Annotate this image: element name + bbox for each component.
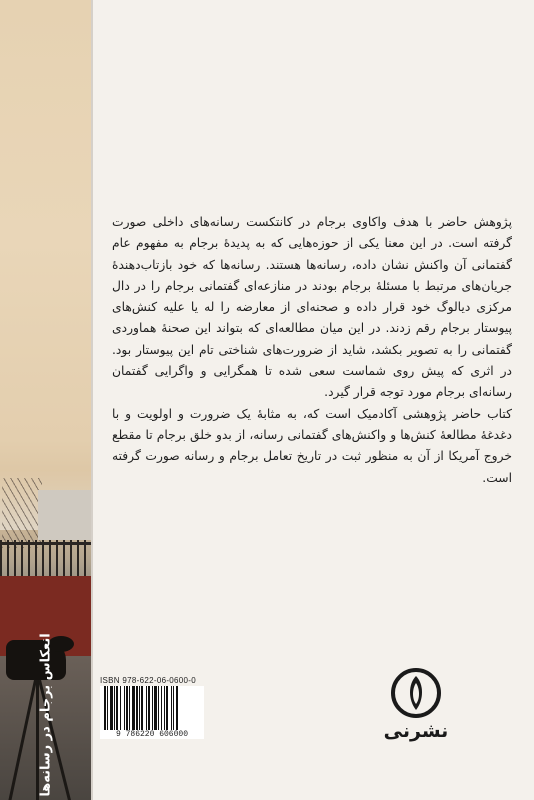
barcode-bar (161, 686, 162, 730)
barcode-bar (120, 686, 121, 730)
spine-title: انعکاس برجام در رسانه‌ها (38, 633, 53, 797)
blurb-paragraph-1: پژوهش حاضر با هدف واکاوی برجام در کانتکست رسانه‌های داخلی صورت گرفته است. در این معنا یکی از حوزه‌هایی که به پدیدهٔ برجام به مفهوم عام گفتمانی آن واکنش نشان داده، رسانه‌ها هستند. رسانه‌ها که خود بازتاب‌دهندهٔ جریان‌های مرتبط با مسئلهٔ برجام بودند در منازعه‌ای گفتمانی برجام را در دال مرکزی دیالوگ خود قرار داده و صحنه‌ای از معارضه را له یا علیه کنش‌های پیوستار برجام رقم زدند. در این میان مطالعه‌ای که بتواند این صحنهٔ هماوردی گفتمانی را به تصویر بکشد، شاید از ضرورت‌های شناختی تام این پیوستار بود. در اثری که پیش روی شماست سعی شده تا همگرایی و واگرایی گفتمان رسانه‌ای برجام مورد توجه قرار گیرد. (112, 215, 512, 400)
barcode (100, 686, 204, 736)
barcode-bar (114, 686, 115, 730)
barcode-bar (107, 686, 108, 730)
building (38, 490, 91, 540)
barcode-bar (132, 686, 135, 730)
cover-edge (91, 0, 93, 800)
barcode-bar (171, 686, 172, 730)
barcode-bar (173, 686, 174, 730)
barcode-bar (110, 686, 113, 730)
blurb-paragraph-2: کتاب حاضر پژوهشی آکادمیک است که، به مثابهٔ یک ضرورت و اولویت و با دغدغهٔ مطالعهٔ کنش‌ها و واکنش‌های گفتمانی رسانه، از بدو خلق برجام تا مقطع خروج آمریکا از آن به منظور ثبت در تاریخ تعامل برجام و رسانه صورت گرفته است. (112, 406, 512, 485)
barcode-bar (124, 686, 125, 730)
barcode-bar (166, 686, 168, 730)
fence-rail (0, 542, 91, 545)
barcode-bars (102, 686, 202, 730)
barcode-bar (116, 686, 118, 730)
barcode-bar (104, 686, 106, 730)
tree-branches (2, 478, 42, 548)
barcode-bar (146, 686, 147, 730)
ney-logo-icon (390, 667, 442, 719)
barcode-bar (126, 686, 128, 730)
barcode-bar (136, 686, 138, 730)
barcode-bar (148, 686, 150, 730)
barcode-bar (164, 686, 165, 730)
cover-photo-strip (0, 0, 91, 800)
barcode-bar (152, 686, 153, 730)
barcode-bar (158, 686, 159, 730)
isbn-label: ISBN 978-622-06-0600-0 (100, 676, 196, 685)
barcode-bar (176, 686, 178, 730)
barcode-bar (129, 686, 130, 730)
barcode-bar (139, 686, 140, 730)
barcode-number: 9 786220 606000 (100, 730, 204, 739)
publisher-name: نشرنی (383, 720, 449, 742)
iron-fence (0, 540, 91, 576)
back-cover-blurb (112, 212, 512, 489)
barcode-bar (154, 686, 157, 730)
barcode-bar (141, 686, 143, 730)
